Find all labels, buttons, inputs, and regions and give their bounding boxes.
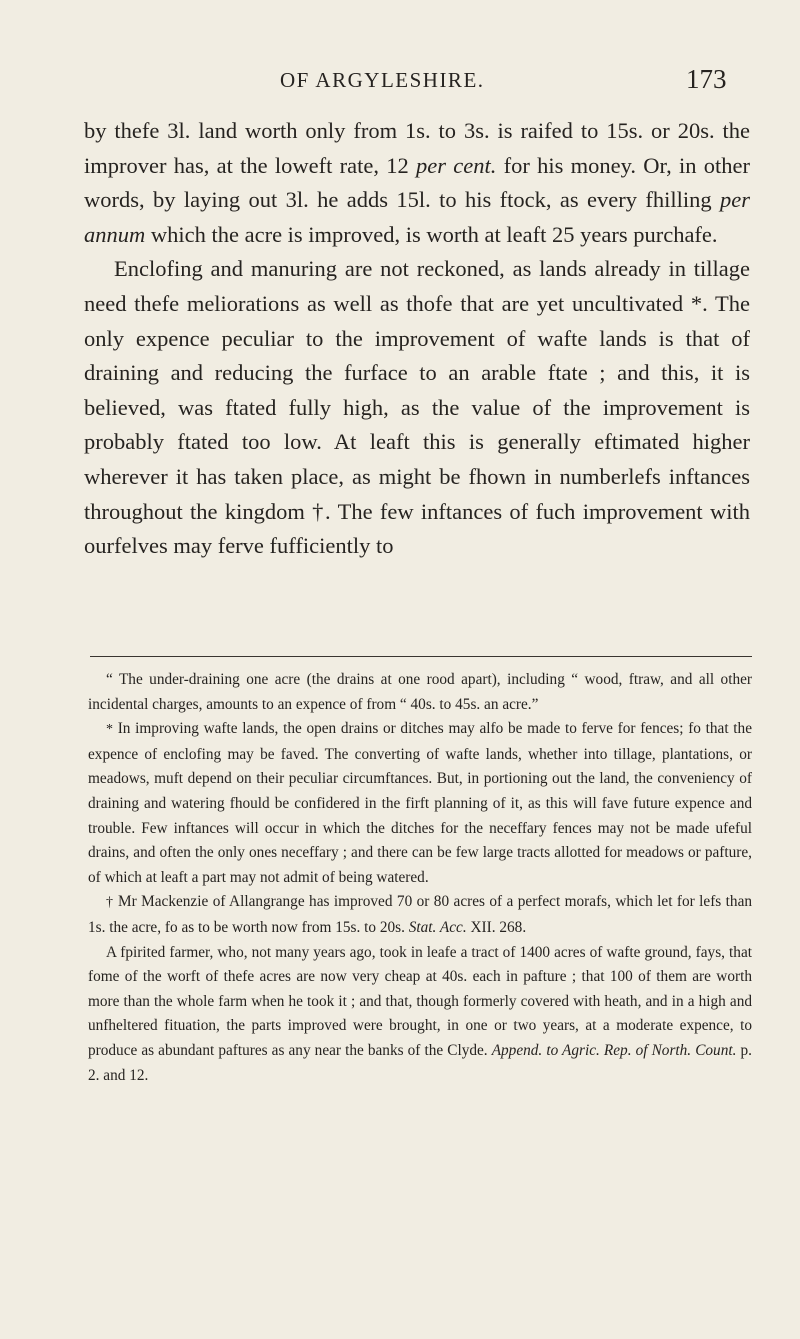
footnote-dagger: † Mr Mackenzie of Allangrange has improved 70 or 80 acres of a perfect morafs, which let for lefs than 1s. the acre, fo as to be worth now from 15s. to 20s. Stat. Acc. XII. 268. [88, 893, 753, 936]
main-text [84, 114, 750, 564]
running-head: OF ARGYLESHIRE. [280, 68, 485, 92]
footnote-quote: “ The under-draining one acre (the drains at one rood apart), including “ wood, ftraw, and all other incidental charges, amounts to an expence of from “ 40s. to 45s. an acre.” [88, 671, 752, 713]
page-number: 173 [686, 64, 727, 94]
page-header [0, 60, 800, 100]
footnote-dagger-mark: † [106, 895, 114, 911]
footnote-star: * In improving wafte lands, the open drains or ditches may alfo be made to ferve for fences; fo that the expence of enclofing may be faved. The converting of wafte lands, whether into tillage, plantations, or meadows, muft depend on their peculiar circumftances. But, in portioning out the land, the conveniency of draining and watering fhould be confidered in the firft planning of it, as this will fave future expence and trouble. Few inftances will occur in which the ditches for the neceffary fences may not be made ufeful drains, and often the only ones neceffary ; and there can be few large tracts allotted for meadows or pafture, of which at leaft a part may not admit of being watered. [88, 720, 752, 886]
paragraph-2: Enclofing and manuring are not reckoned, as lands already in tillage need thefe meliorations as well as thofe that are yet uncultivated *. The only expence peculiar to the improvement of wafte lands is that of draining and reducing the furface to an arable ftate ; and this, it is believed, was ftated fully high, as the value of the improvement is probably ftated too low. At leaft this is generally eftimated higher wherever it has taken place, as might be fhown in numberlefs inftances throughout the kingdom †. The few inftances of fuch improvement with ourfelves may ferve fufficiently to [84, 256, 750, 559]
footnote-farmer: A fpirited farmer, who, not many years ago, took in leafe a tract of 1400 acres of wafte ground, fays, that fome of the worft of thefe acres are now very cheap at 40s. each in pafture ; that 100 of them are worth more than the whole farm when he took it ; and that, though formerly covered with heath, and in a high and unfheltered fituation, the parts improved were brought, in one or two years, at a moderate expence, to produce as abundant paftures as any near the banks of the Clyde. Append. to Agric. Rep. of North. Count. p. 2. and 12. [88, 943, 752, 1084]
footnote-star-mark: * [106, 722, 113, 738]
footnote-rule [90, 656, 752, 657]
footnotes [88, 668, 752, 1088]
paragraph-1: by thefe 3l. land worth only from 1s. to 3s. is raifed to 15s. or 20s. the improver has, at the loweft rate, 12 per cent. for his money. Or, in other words, by laying out 3l. he adds 15l. to his ftock, as every fhilling per annum which the acre is improved, is worth at leaft 25 years purchafe. [84, 118, 751, 247]
